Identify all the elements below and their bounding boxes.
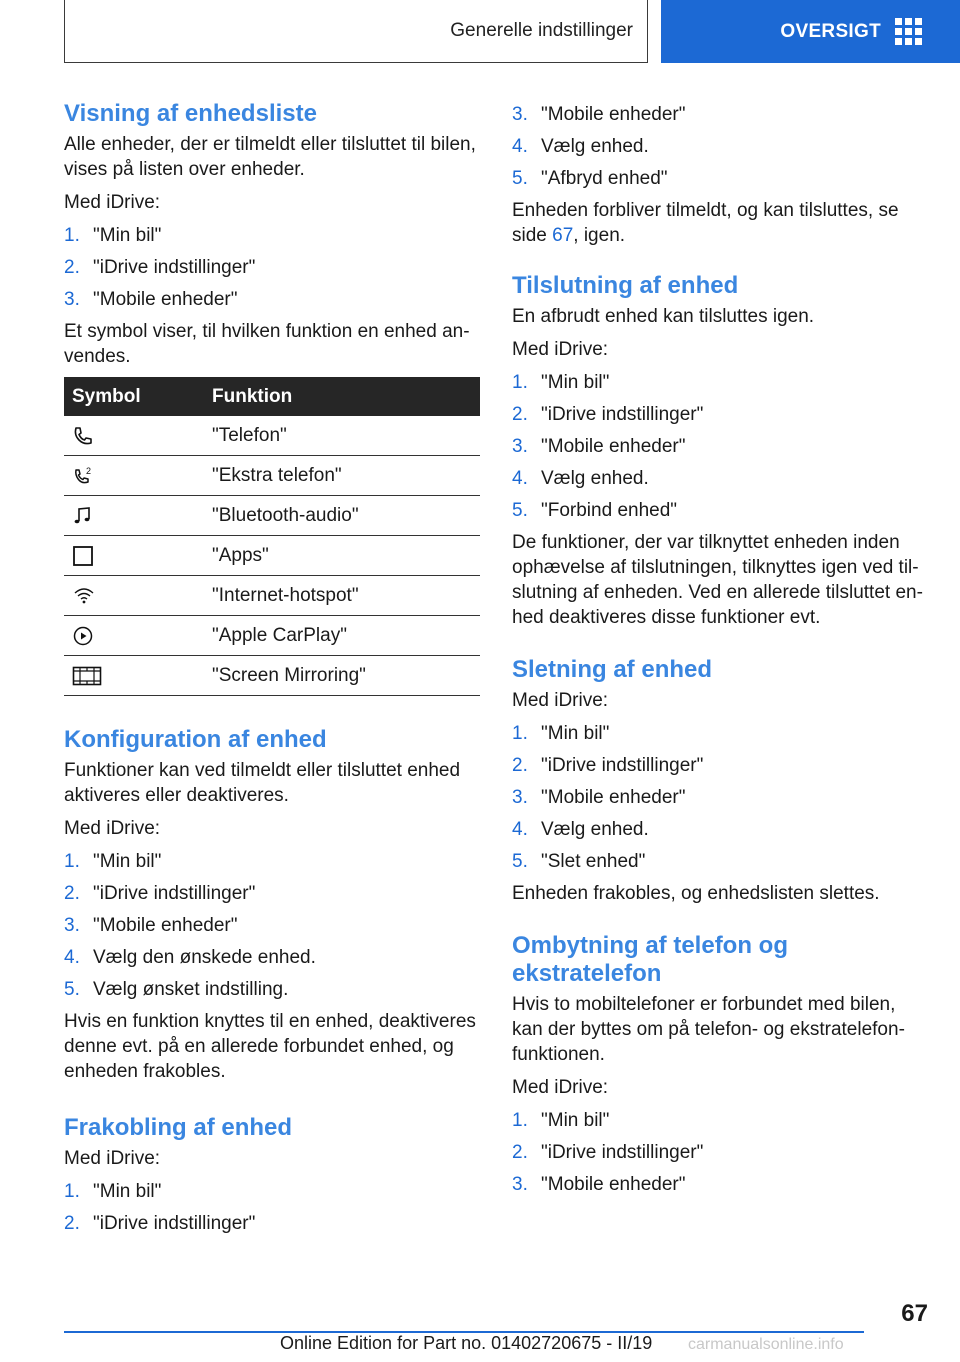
section-title-device-list: Visning af enhedsliste [64, 100, 317, 127]
paragraph: Hvis to mobiltelefoner er forbundet med bilen, kan der byttes om på telefon- og ekstratelefonfunktionen. [512, 994, 905, 1065]
table-row [64, 536, 480, 576]
list-item: 3. "Mobile enheder" [64, 289, 238, 310]
right-column [512, 100, 928, 1204]
table-row [64, 656, 480, 696]
list-item: 1. "Min bil" [512, 372, 610, 393]
table-cell-function: "Screen Mirroring" [204, 656, 480, 696]
list-item: 4. Vælg enhed. [512, 819, 649, 840]
list-item: 2. "iDrive indstillinger" [64, 1213, 256, 1234]
list-item: 2. "iDrive indstillinger" [64, 883, 256, 904]
paragraph: En afbrudt enhed kan tilsluttes igen. [512, 306, 815, 327]
paragraph: Enheden forbliver tilmeldt, og kan tilsluttes, se side 67, igen. [512, 200, 899, 246]
step-list [512, 102, 928, 191]
svg-text:2: 2 [86, 465, 92, 476]
paragraph: Med iDrive: [64, 1148, 161, 1169]
list-item: 3. "Mobile enheder" [512, 436, 686, 457]
symbol-table [64, 377, 480, 696]
table-cell-function: "Apps" [204, 536, 480, 576]
list-item: 5. "Afbryd enhed" [512, 168, 668, 189]
table-cell-function: "Ekstra telefon" [204, 456, 480, 496]
table-row [64, 616, 480, 656]
paragraph: Med iDrive: [512, 1077, 609, 1098]
list-item: 1. "Min bil" [512, 1110, 610, 1131]
list-item: 2. "iDrive indstillinger" [64, 257, 256, 278]
carplay-play-icon [72, 625, 204, 647]
wifi-icon [72, 585, 204, 607]
table-cell-function: "Bluetooth-audio" [204, 496, 480, 536]
grid-menu-icon [895, 18, 922, 45]
step-list [64, 849, 480, 1002]
list-item: 2. "iDrive indstillinger" [512, 755, 704, 776]
table-header-function: Funktion [204, 377, 480, 416]
overview-button[interactable] [661, 0, 960, 63]
section-title-delete: Sletning af enhed [512, 656, 713, 683]
overview-label: OVERSIGT [780, 20, 881, 42]
watermark: carmanualsonline.info [688, 1336, 844, 1353]
list-item: 4. Vælg den ønskede enhed. [64, 947, 316, 968]
table-row [64, 576, 480, 616]
apps-square-icon [72, 545, 204, 567]
list-item: 3. "Mobile enheder" [512, 787, 686, 808]
step-list [512, 1108, 928, 1197]
list-item: 1. "Min bil" [64, 1181, 162, 1202]
list-item: 4. Vælg enhed. [512, 468, 649, 489]
header-section-tab[interactable] [64, 0, 648, 63]
step-list [64, 1179, 480, 1236]
list-item: 3. "Mobile enheder" [512, 1174, 686, 1195]
table-row [64, 416, 480, 456]
list-item: 3. "Mobile enheder" [512, 104, 686, 125]
section-title-configuration: Konfiguration af enhed [64, 726, 327, 753]
paragraph: Alle enheder, der er tilmeldt eller tilsluttet til bilen, vises på listen over enheder. [64, 134, 476, 180]
paragraph: Med iDrive: [64, 818, 161, 839]
paragraph: Et symbol viser, til hvilken funktion en enhed anvendes. [64, 321, 470, 367]
step-list [512, 721, 928, 874]
left-column [64, 100, 480, 1243]
table-header-symbol: Symbol [64, 377, 204, 416]
header-section-label: Generelle indstillinger [450, 20, 633, 41]
paragraph: De funktioner, der var tilknyttet enheden inden ophævelse af tilslutningen, tilknyttes igen ved tilslutning af enheden. Ved en allerede tilsluttet enhed deaktiveres disse funktioner evt. [512, 532, 923, 628]
list-item: 5. Vælg ønsket indstilling. [64, 979, 289, 1000]
table-header-row [64, 377, 480, 416]
edition-footer: Online Edition for Part no. 01402720675 - II/19 [280, 1333, 653, 1353]
screen-mirroring-icon [72, 665, 204, 687]
list-item: 5. "Forbind enhed" [512, 500, 678, 521]
paragraph: Med iDrive: [512, 339, 609, 360]
step-list [64, 223, 480, 312]
extra-phone-icon [72, 465, 204, 487]
paragraph: Med iDrive: [512, 690, 609, 711]
phone-icon [72, 425, 204, 447]
step-list [512, 370, 928, 523]
table-cell-function: "Telefon" [204, 416, 480, 456]
paragraph: Funktioner kan ved tilmeldt eller tilsluttet enhed aktiveres eller deaktiveres. [64, 760, 461, 806]
list-item: 3. "Mobile enheder" [64, 915, 238, 936]
page-number: 67 [901, 1300, 928, 1327]
section-title-connect: Tilslutning af enhed [512, 272, 739, 299]
table-row [64, 496, 480, 536]
page-reference-link[interactable]: 67 [552, 225, 574, 246]
list-item: 1. "Min bil" [512, 723, 610, 744]
table-cell-function: "Apple CarPlay" [204, 616, 480, 656]
paragraph: Enheden frakobles, og enhedslisten slettes. [512, 883, 880, 904]
list-item: 4. Vælg enhed. [512, 136, 649, 157]
list-item: 1. "Min bil" [64, 225, 162, 246]
section-title-swap-phone: Ombytning af telefon og ekstratelefon [512, 932, 788, 987]
music-note-icon [72, 505, 204, 527]
list-item: 5. "Slet enhed" [512, 851, 646, 872]
section-title-disconnect: Frakobling af enhed [64, 1114, 293, 1141]
paragraph: Hvis en funktion knyttes til en enhed, deaktiveres denne evt. på en allerede forbundet enhed, og enheden frakobles. [64, 1011, 476, 1082]
table-cell-function: "Internet-hotspot" [204, 576, 480, 616]
paragraph: Med iDrive: [64, 192, 161, 213]
table-row [64, 456, 480, 496]
list-item: 1. "Min bil" [64, 851, 162, 872]
list-item: 2. "iDrive indstillinger" [512, 1142, 704, 1163]
list-item: 2. "iDrive indstillinger" [512, 404, 704, 425]
